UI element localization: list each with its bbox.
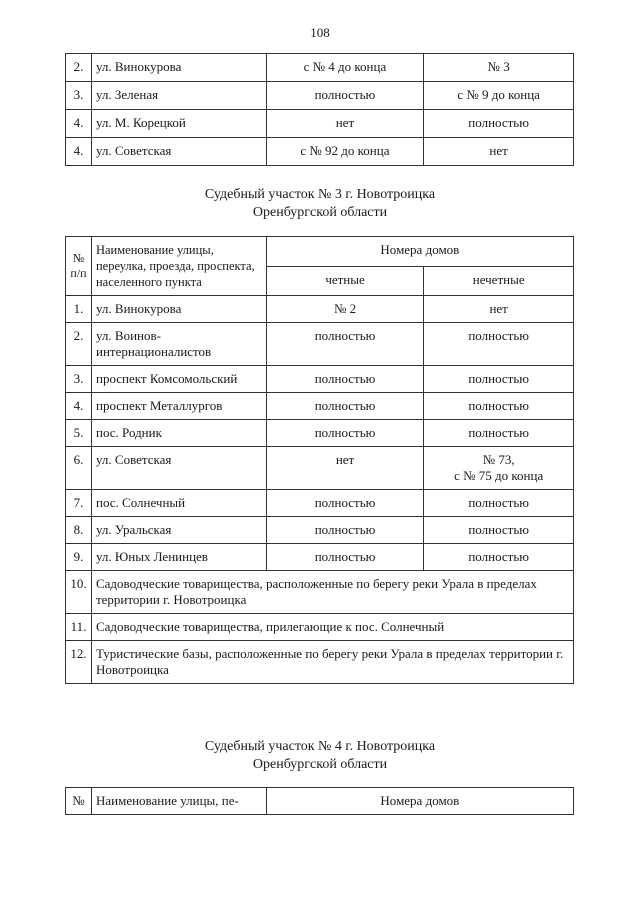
row-number: 12. xyxy=(66,641,92,684)
street-name: пос. Родник xyxy=(91,420,266,447)
street-name: ул. Воинов-интернационалистов xyxy=(91,323,266,366)
territory-description: Туристические базы, расположенные по берегу реки Урала в пределах территории г. Новотроицка xyxy=(91,641,573,684)
odd-houses: № 3 xyxy=(424,54,574,82)
odd-houses: полностью xyxy=(424,517,574,544)
table-section-4 xyxy=(65,787,574,815)
row-number: 3. xyxy=(66,366,92,393)
territory-description: Садоводческие товарищества, прилегающие к пос. Солнечный xyxy=(91,614,573,641)
even-houses: с № 92 до конца xyxy=(266,138,424,166)
street-name: проспект Металлургов xyxy=(91,393,266,420)
even-houses: полностью xyxy=(266,517,424,544)
section-3-region: Оренбургской области xyxy=(252,205,388,220)
table-row xyxy=(66,447,574,490)
odd-houses-line: с № 75 до конца xyxy=(454,468,544,483)
street-name: ул. Советская xyxy=(91,447,266,490)
odd-houses: полностью xyxy=(424,420,574,447)
table-row xyxy=(66,82,574,110)
section-4-title: Судебный участок № 4 г. Новотроицка xyxy=(204,739,436,754)
even-houses: нет xyxy=(266,447,424,490)
header-street: Наименование улицы, пе- xyxy=(91,788,266,815)
table-row xyxy=(66,517,574,544)
table-row xyxy=(66,544,574,571)
table-section-3 xyxy=(65,236,574,684)
row-number: 8. xyxy=(66,517,92,544)
odd-houses: полностью xyxy=(424,544,574,571)
odd-houses: нет xyxy=(424,138,574,166)
odd-houses: нет xyxy=(424,296,574,323)
odd-houses xyxy=(424,447,574,490)
row-number: 2. xyxy=(66,323,92,366)
table-row xyxy=(66,110,574,138)
header-odd: нечетные xyxy=(424,266,574,296)
row-number: 7. xyxy=(66,490,92,517)
table-row xyxy=(66,393,574,420)
even-houses: полностью xyxy=(266,393,424,420)
header-houses: Номера домов xyxy=(266,788,573,815)
even-houses: с № 4 до конца xyxy=(266,54,424,82)
table-row xyxy=(66,366,574,393)
table-header-row xyxy=(66,237,574,267)
even-houses: нет xyxy=(266,110,424,138)
table-row xyxy=(66,54,574,82)
row-number: 10. xyxy=(66,571,92,614)
row-number: 6. xyxy=(66,447,92,490)
row-number: 9. xyxy=(66,544,92,571)
row-number: 4. xyxy=(66,393,92,420)
row-number: 5. xyxy=(66,420,92,447)
table-header-row xyxy=(66,788,574,815)
odd-houses: полностью xyxy=(424,110,574,138)
row-number: 11. xyxy=(66,614,92,641)
odd-houses: полностью xyxy=(424,490,574,517)
section-4-heading xyxy=(0,738,640,774)
even-houses: полностью xyxy=(266,490,424,517)
section-4-region: Оренбургской области xyxy=(252,757,388,772)
odd-houses: полностью xyxy=(424,323,574,366)
even-houses: полностью xyxy=(266,82,424,110)
page-number: 108 xyxy=(310,25,330,40)
street-name: ул. Винокурова xyxy=(91,54,266,82)
even-houses: № 2 xyxy=(266,296,424,323)
header-number: № п/п xyxy=(66,237,92,296)
row-number: 2. xyxy=(66,54,92,82)
table-row xyxy=(66,490,574,517)
table-row xyxy=(66,323,574,366)
row-number: 1. xyxy=(66,296,92,323)
odd-houses-line: № 73, xyxy=(482,452,515,467)
street-name: ул. М. Корецкой xyxy=(91,110,266,138)
row-number: 4. xyxy=(66,110,92,138)
street-name: ул. Винокурова xyxy=(91,296,266,323)
table-row xyxy=(66,420,574,447)
street-name: пос. Солнечный xyxy=(91,490,266,517)
odd-houses: полностью xyxy=(424,366,574,393)
header-number: № xyxy=(66,788,92,815)
even-houses: полностью xyxy=(266,323,424,366)
odd-houses: с № 9 до конца xyxy=(424,82,574,110)
table-section-2-continued xyxy=(65,53,574,166)
odd-houses: полностью xyxy=(424,393,574,420)
even-houses: полностью xyxy=(266,420,424,447)
section-3-heading xyxy=(0,186,640,222)
header-houses: Номера домов xyxy=(266,237,573,267)
even-houses: полностью xyxy=(266,544,424,571)
street-name: проспект Комсомольский xyxy=(91,366,266,393)
street-name: ул. Уральская xyxy=(91,517,266,544)
street-name: ул. Советская xyxy=(91,138,266,166)
territory-description: Садоводческие товарищества, расположенные по берегу реки Урала в пределах территории г. Новотроицка xyxy=(91,571,573,614)
table-row xyxy=(66,571,574,614)
street-name: ул. Юных Ленинцев xyxy=(91,544,266,571)
header-even: четные xyxy=(266,266,424,296)
street-name: ул. Зеленая xyxy=(91,82,266,110)
table-row xyxy=(66,614,574,641)
table-row xyxy=(66,138,574,166)
table-row xyxy=(66,641,574,684)
header-street: Наименование улицы, переулка, проезда, проспекта, населенного пункта xyxy=(91,237,266,296)
even-houses: полностью xyxy=(266,366,424,393)
table-row xyxy=(66,296,574,323)
row-number: 4. xyxy=(66,138,92,166)
row-number: 3. xyxy=(66,82,92,110)
section-3-title: Судебный участок № 3 г. Новотроицка xyxy=(204,187,436,202)
